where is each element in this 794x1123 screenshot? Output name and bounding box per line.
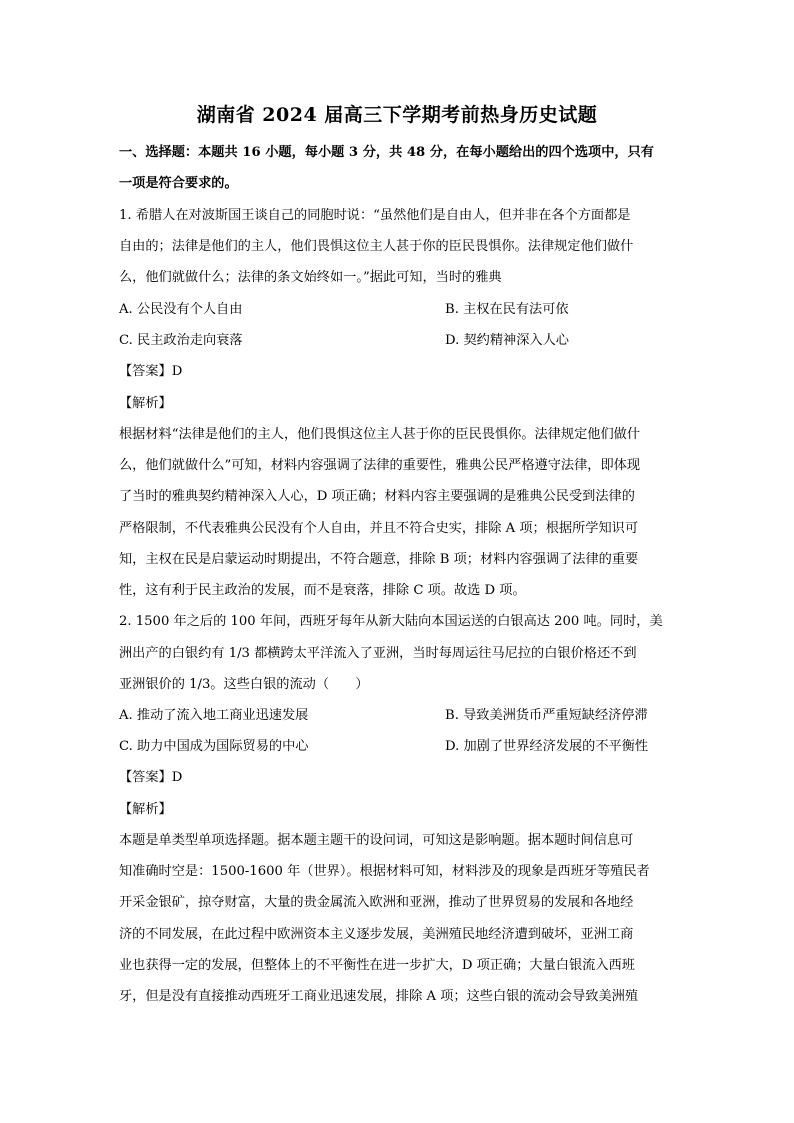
q2-option-c: C. 助力中国成为国际贸易的中心 bbox=[119, 739, 309, 754]
section-instruction-line-1: 一、选择题：本题共 16 小题，每小题 3 分，共 48 分，在每小题给出的四个选项中，只有 bbox=[119, 145, 654, 160]
q2-analysis-line-3: 开采金银矿，掠夺财富，大量的贵金属流入欧洲和亚洲，推动了世界贸易的发展和各地经 bbox=[119, 895, 634, 910]
q1-analysis-line-4: 严格限制，不代表雅典公民没有个人自由，并且不符合史实，排除 A 项；根据所学知识可 bbox=[119, 521, 639, 536]
q1-stem-line-1: 1. 希腊人在对波斯国王谈自己的同胞时说：“虽然他们是自由人，但并非在各个方面都是 bbox=[119, 208, 631, 223]
q1-option-c: C. 民主政治走向衰落 bbox=[119, 333, 243, 348]
section-instruction-line-2: 一项是符合要求的。 bbox=[119, 176, 238, 191]
q2-stem-line-3: 亚洲银价的 1/3。这些白银的流动（ ） bbox=[119, 677, 369, 692]
q2-answer: 【答案】D bbox=[119, 770, 183, 785]
page-title: 湖南省 2024 届高三下学期考前热身历史试题 bbox=[196, 104, 598, 126]
q2-analysis-line-2: 知准确时空是：1500-1600 年（世界）。根据材料可知，材料涉及的现象是西班牙等殖民者 bbox=[119, 864, 650, 879]
q2-analysis-line-5: 业也获得一定的发展，但整体上的不平衡性在进一步扩大，D 项正确；大量白银流入西班 bbox=[119, 958, 635, 973]
q2-option-a: A. 推动了流入地工商业迅速发展 bbox=[119, 708, 309, 723]
q2-stem-line-1: 2. 1500 年之后的 100 年间，西班牙每年从新大陆向本国运送的白银高达 200 吨。同时，美 bbox=[119, 614, 663, 629]
q1-option-d: D. 契约精神深入人心 bbox=[445, 333, 569, 348]
q2-option-b: B. 导致美洲货币严重短缺经济停滞 bbox=[445, 708, 648, 723]
q1-stem-line-3: 么，他们就做什么；法律的条文始终如一。”据此可知，当时的雅典 bbox=[119, 270, 502, 285]
q2-analysis-line-4: 济的不同发展，在此过程中欧洲资本主义逐步发展，美洲殖民地经济遭到破坏，亚洲工商 bbox=[119, 927, 634, 942]
q2-stem-line-2: 洲出产的白银约有 1/3 都横跨太平洋流入了亚洲，当时每周运往马尼拉的白银价格还不到 bbox=[119, 646, 637, 661]
q1-option-a: A. 公民没有个人自由 bbox=[119, 302, 243, 317]
q1-answer: 【答案】D bbox=[119, 364, 183, 379]
q2-option-d: D. 加剧了世界经济发展的不平衡性 bbox=[445, 739, 649, 754]
q2-analysis-line-6: 牙，但是没有直接推动西班牙工商业迅速发展，排除 A 项；这些白银的流动会导致美洲殖 bbox=[119, 989, 639, 1004]
q2-analysis-label: 【解析】 bbox=[119, 802, 172, 817]
q2-analysis-line-1: 本题是单类型单项选择题。据本题主题干的设问词，可知这是影响题。据本题时间信息可 bbox=[119, 833, 634, 848]
q1-analysis-line-5: 知，主权在民是启蒙运动时期提出，不符合题意，排除 B 项；材料内容强调了法律的重要 bbox=[119, 552, 639, 567]
q1-analysis-line-1: 根据材料“法律是他们的主人，他们畏惧这位主人甚于你的臣民畏惧你。法律规定他们做什 bbox=[119, 427, 641, 442]
q1-analysis-line-3: 了当时的雅典契约精神深入人心，D 项正确；材料内容主要强调的是雅典公民受到法律的 bbox=[119, 489, 635, 504]
q1-stem-line-2: 自由的；法律是他们的主人，他们畏惧这位主人甚于你的臣民畏惧你。法律规定他们做什 bbox=[119, 239, 634, 254]
q1-analysis-line-2: 么，他们就做什么”可知，材料内容强调了法律的重要性，雅典公民严格遵守法律，即体现 bbox=[119, 458, 641, 473]
q1-analysis-line-6: 性，这有利于民主政治的发展，而不是衰落，排除 C 项。故选 D 项。 bbox=[119, 583, 526, 598]
q1-analysis-label: 【解析】 bbox=[119, 396, 172, 411]
q1-option-b: B. 主权在民有法可依 bbox=[445, 302, 569, 317]
